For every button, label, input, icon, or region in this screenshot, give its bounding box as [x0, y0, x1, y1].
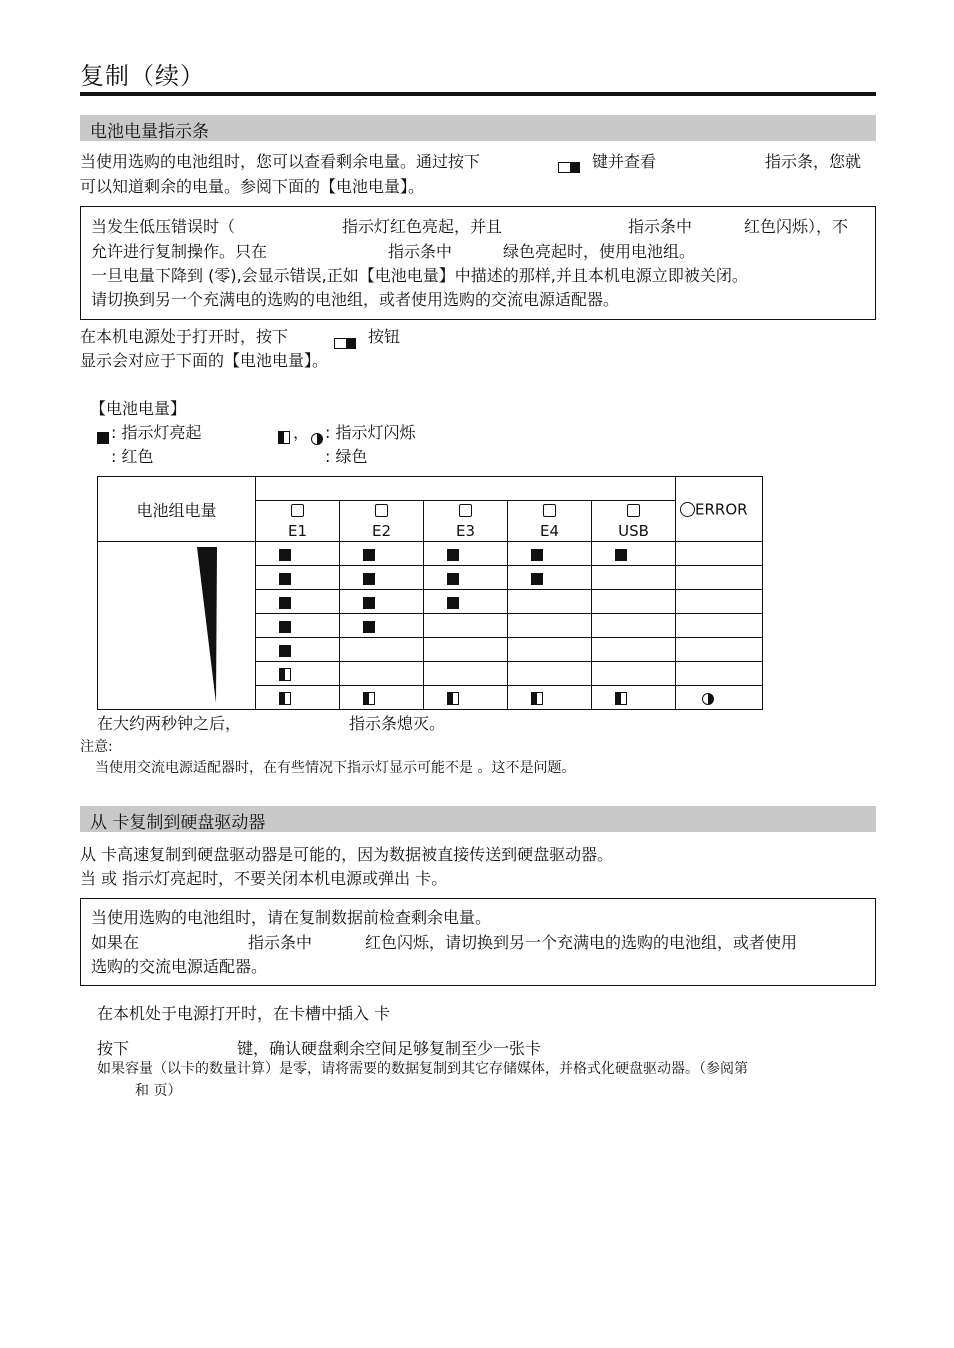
table-cell: [592, 542, 676, 566]
table-cell: [256, 662, 340, 686]
table-cell: [340, 590, 424, 614]
indicator-square-icon: [459, 504, 472, 517]
notice-2-line2c: 红色闪烁，请切换到另一个充满电的选购的电池组，或者使用: [365, 933, 798, 952]
step2-note-2: 和 页）: [135, 1083, 182, 1099]
table-cell: [424, 686, 508, 710]
lit-square-icon: [447, 597, 459, 609]
step-press-text: 在本机电源处于打开时，按下: [80, 327, 289, 346]
legend-blink-text: : 指示灯闪烁: [325, 423, 416, 442]
step1-text: 在本机处于电源打开时，在卡槽中插入 卡: [97, 1004, 391, 1023]
lit-square-icon: [279, 597, 291, 609]
table-cell: [424, 662, 508, 686]
lit-square-icon: [531, 549, 543, 561]
battery-level-wedge: [195, 545, 219, 705]
lit-square-icon: [279, 573, 291, 585]
table-cell: [508, 566, 592, 590]
section-heading-text: 从 卡复制到硬盘驱动器: [90, 813, 266, 833]
notice-1-line1c: 指示条中: [628, 217, 693, 236]
table-cell: [676, 542, 763, 566]
level-decrease-wedge: [197, 547, 217, 703]
table-cell: [256, 686, 340, 710]
table-cell: [256, 590, 340, 614]
table-col-header: E4: [508, 501, 592, 542]
notice-1-line2c: 绿色亮起时，使用电池组。: [503, 242, 696, 261]
section-heading-text: 电池电量指示条: [90, 122, 209, 142]
blink-square-icon: [363, 692, 375, 705]
section2-line2: 当 或 指示灯亮起时，不要关闭本机电源或弹出 卡。: [80, 869, 448, 888]
title-divider: [80, 92, 876, 96]
lit-square-icon: [97, 427, 109, 446]
notice-2-line1: 当使用选购的电池组时，请在复制数据前检查剩余电量。: [91, 908, 492, 927]
lit-square-icon: [363, 597, 375, 609]
indicator-square-icon: [375, 504, 388, 517]
notice-1-line2b: 指示条中: [388, 242, 453, 261]
section2-line1: 从 卡高速复制到硬盘驱动器是可能的，因为数据被直接传送到硬盘驱动器。: [80, 845, 614, 864]
lit-square-icon: [363, 621, 375, 633]
table-col-header: E2: [340, 501, 424, 542]
table-cell: [508, 686, 592, 710]
table-cell: [340, 566, 424, 590]
intro-text-2: 可以知道剩余的电量。参阅下面的【电池电量】。: [80, 177, 425, 196]
blink-square-icon: [447, 692, 459, 705]
table-error-header: [676, 477, 763, 542]
step2-text-b: 键，确认硬盘剩余空间足够复制至少一张卡: [237, 1039, 542, 1058]
intro-text-1b: 键并查看: [592, 152, 657, 171]
table-cell: [592, 566, 676, 590]
lit-square-icon: [363, 549, 375, 561]
lit-square-icon: [447, 573, 459, 585]
blink-square-icon: [278, 427, 290, 446]
blink-square-icon: [615, 692, 627, 705]
table-cell: [424, 614, 508, 638]
intro-text-1c: 指示条，您就: [765, 152, 862, 171]
table-cell: [592, 638, 676, 662]
table-cell: [256, 566, 340, 590]
table-cell: [340, 662, 424, 686]
table-cell: [424, 590, 508, 614]
blink-circle-icon: [311, 428, 323, 447]
table-cell: [508, 614, 592, 638]
table-cell: [256, 542, 340, 566]
notice-2-line3: 选购的交流电源适配器。: [91, 957, 268, 976]
note-label: 注意:: [80, 739, 113, 755]
legend-title: 【电池电量】: [90, 399, 187, 418]
notice-1-line1a: 当发生低压错误时（: [91, 217, 236, 236]
table-cell: [508, 542, 592, 566]
table-cell: [676, 638, 763, 662]
battery-button-icon: [556, 157, 582, 176]
blink-circle-icon: [702, 693, 714, 705]
intro-text-1a: 当使用选购的电池组时，您可以查看剩余电量。通过按下: [80, 152, 481, 171]
step-button-text: 按钮: [368, 327, 401, 346]
blink-square-icon: [279, 692, 291, 705]
lit-square-icon: [531, 573, 543, 585]
lit-square-icon: [363, 573, 375, 585]
table-cell: [508, 638, 592, 662]
legend-on-text: : 指示灯亮起: [111, 423, 202, 442]
lit-square-icon: [279, 621, 291, 633]
table-cell: [592, 614, 676, 638]
table-cell: [508, 662, 592, 686]
indicator-square-icon: [543, 504, 556, 517]
error-circle-icon: [680, 502, 695, 517]
error-label: ERROR: [695, 500, 748, 519]
notice-1-line3: 一旦电量下降到 (零),会显示错误,正如【电池电量】中描述的那样,并且本机电源立即被关闭。: [91, 266, 748, 285]
table-cell: [424, 566, 508, 590]
step-result-text: 显示会对应于下面的【电池电量】。: [80, 351, 329, 370]
lit-square-icon: [447, 549, 459, 561]
table-cell: [256, 638, 340, 662]
indicator-square-icon: [291, 504, 304, 517]
table-row-header: 电池组电量: [98, 477, 256, 542]
notice-1-line2a: 允许进行复制操作。只在: [91, 242, 268, 261]
table-cell: [340, 542, 424, 566]
blink-square-icon: [531, 692, 543, 705]
notice-2-line2b: 指示条中: [248, 933, 313, 952]
legend-red-text: : 红色: [111, 447, 154, 466]
section-heading-battery: [80, 115, 876, 141]
note-text: 当使用交流电源适配器时，在有些情况下指示灯显示可能不是 。这不是问题。: [95, 760, 576, 776]
table-cell: [340, 638, 424, 662]
battery-button-icon-2: [332, 333, 358, 352]
table-level-cell: [98, 542, 256, 710]
table-cell: [340, 686, 424, 710]
legend-green-text: : 绿色: [325, 447, 368, 466]
lit-square-icon: [279, 645, 291, 657]
notice-1-line1d: 红色闪烁），不: [744, 217, 849, 236]
section-heading-card-copy: [80, 806, 876, 832]
notice-1-line4: 请切换到另一个充满电的选购的电池组，或者使用选购的交流电源适配器。: [91, 290, 620, 309]
table-cell: [676, 566, 763, 590]
indicator-square-icon: [627, 504, 640, 517]
table-cell: [676, 614, 763, 638]
table-col-header: E1: [256, 501, 340, 542]
table-cell: [676, 590, 763, 614]
table-cell: [592, 662, 676, 686]
lit-square-icon: [615, 549, 627, 561]
table-col-header: USB: [592, 501, 676, 542]
legend-sep: ，: [293, 423, 310, 442]
table-cell: [256, 614, 340, 638]
table-cell: [424, 638, 508, 662]
step2-note-1: 如果容量（以卡的数量计算）是零，请将需要的数据复制到其它存储媒体，并格式化硬盘驱动器。（参阅第: [97, 1061, 748, 1077]
table-cell: [676, 662, 763, 686]
table-col-header: E3: [424, 501, 508, 542]
after-text: 在大约两秒钟之后，: [97, 714, 242, 733]
table-cell: [592, 686, 676, 710]
table-cell: [424, 542, 508, 566]
table-cell: [592, 590, 676, 614]
after-text-b: 指示条熄灭。: [349, 714, 446, 733]
notice-2-line2a: 如果在: [91, 933, 140, 952]
page-title: 复制（续）: [80, 62, 205, 90]
table-cell: [676, 686, 763, 710]
step2-text-a: 按下: [97, 1039, 130, 1058]
blink-square-icon: [279, 668, 291, 681]
notice-1-line1b: 指示灯红色亮起，并且: [342, 217, 503, 236]
table-cell: [340, 614, 424, 638]
table-cell: [508, 590, 592, 614]
table-indicator-group: [256, 477, 676, 501]
lit-square-icon: [279, 549, 291, 561]
